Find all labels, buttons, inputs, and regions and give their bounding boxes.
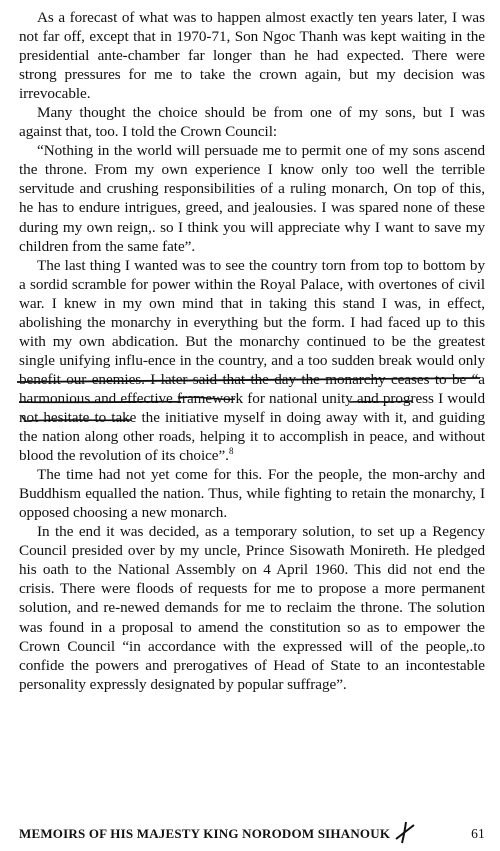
- paragraph-3-quote: “Nothing in the world will persuade me to permit one of my sons ascend the throne. From my own experience I know only too well the terrible servitude and crushing responsibilities of a ruling monarch, On top of this, he has to endure intrigues, greed, and jealousies. I was spared none of these during my own reign,. so I think you will appreciate why I want to save my children from the same fate”.: [19, 142, 485, 255]
- footnote-marker: 8: [228, 446, 234, 457]
- page-body: [19, 8, 485, 694]
- paragraph-4: [19, 256, 485, 466]
- paragraph-1: As a forecast of what was to happen almost exactly ten years later, I was not far off, except that in 1970-71, Son Ngoc Thanh was kept waiting in the presidential ante-chamber far longer than he had expected. There were strong pressures for me to take the crown again, but my decision was irrevocable.: [19, 9, 485, 103]
- paragraph-4-text: The last thing I wanted was to see the country torn from top to bottom by a sordid scramble for power within the Royal Palace, with overtones of civil war. I knew in my own mind that in taking this stand I was, in effect, abolishing the monarchy in everything but the form. I had faced up to this with my own abdication. But the monarchy continued to be the greatest single unifying influ-ence in the country, and a too sudden break would only benefit our enemies. I later said that the day the monarchy ceases to be “a harmonious and effective framework for national unity and progress I would not hesitate to take the initiative myself in doing away with it, and guiding the nation along other roads, helping it to accomplish in peace, and without blood the revolution of its choice”.: [19, 256, 485, 465]
- paragraph-6: In the end it was decided, as a temporary solution, to set up a Regency Council presided over by my uncle, Prince Sisowath Monireth. He pledged his oath to the National Assembly on 4 April 1960. This did not end the crisis. There were floods of requests for me to propose a more permanent solution, and re-newed demands for me to reclaim the throne. The solution was found in a proposal to amend the constitution so as to empower the Crown Council “in accordance with the expressed will of the people,.to confide the powers and prerogatives of Head of State to an incontestable personality expressly designated by popular suffrage”.: [19, 523, 485, 693]
- page-footer: [19, 823, 485, 845]
- paragraph-5: The time had not yet come for this. For the people, the mon-archy and Buddhism equalled the nation. Thus, while fighting to retain the monarchy, I opposed choosing a new monarch.: [19, 466, 485, 522]
- handwritten-mark-icon: [390, 817, 420, 847]
- paragraph-2: Many thought the choice should be from one of my sons, but I was against that, too. I told the Crown Council:: [19, 104, 485, 141]
- page-number: 61: [471, 826, 485, 841]
- running-footer-title: MEMOIRS OF HIS MAJESTY KING NORODOM SIHANOUK: [19, 826, 391, 841]
